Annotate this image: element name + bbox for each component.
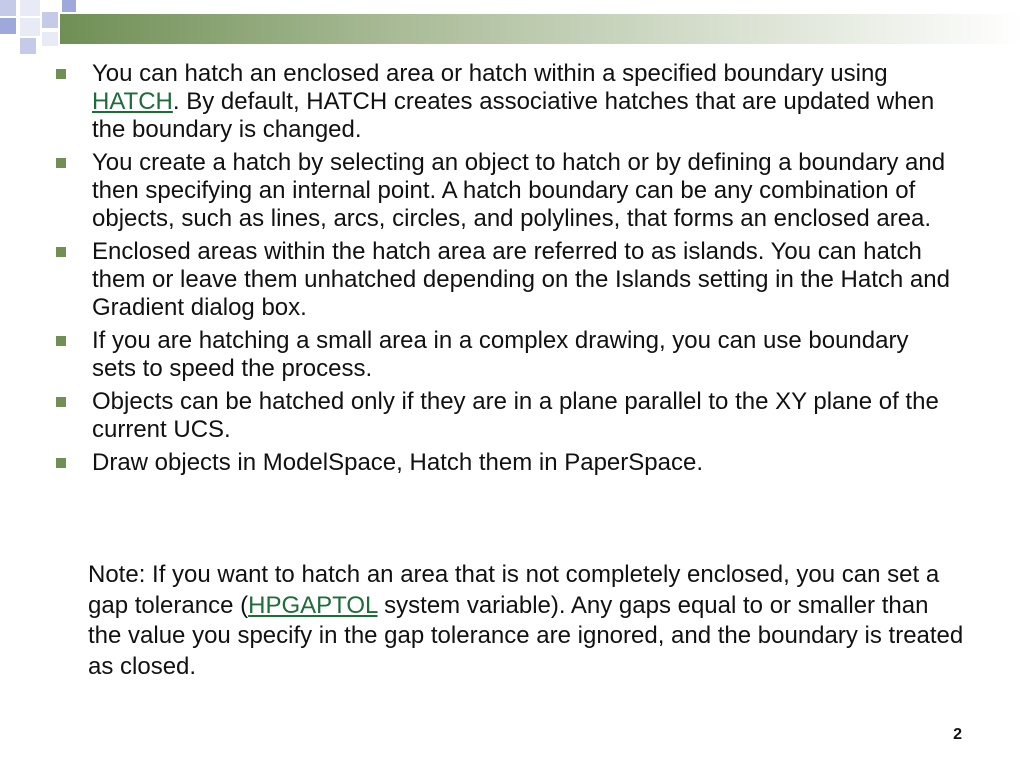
bullet-text: If you are hatching a small area in a complex drawing, you can use boundary sets to speed the process. [92,327,909,382]
decor-square [20,0,40,16]
square-bullet-icon [56,397,66,407]
square-bullet-icon [56,458,66,468]
hatch-link[interactable]: HATCH [92,88,173,115]
bullet-list [56,60,956,482]
bullet-item [56,238,956,322]
decor-square [62,0,76,12]
page-number: 2 [953,726,962,743]
square-bullet-icon [56,158,66,168]
note-paragraph [88,560,968,682]
bullet-item [56,149,956,233]
bullet-text: You create a hatch by selecting an object to hatch or by defining a boundary and then specifying an internal point. A hatch boundary can be any combination of objects, such as lines, arcs, circles, and polylines, that forms an enclosed area. [92,149,946,232]
decor-square [42,12,58,28]
header-gradient-bar [60,14,1024,44]
decor-square [0,18,16,34]
bullet-text: Enclosed areas within the hatch area are referred to as islands. You can hatch them or leave them unhatched depending on the Islands setting in the Hatch and Gradient dialog box. [92,238,950,321]
note-text-after: system variable). Any gaps equal to or smaller than the value you specify in the gap tolerance are ignored, and the boundary is treated as closed. [88,591,964,680]
square-bullet-icon [56,247,66,257]
bullet-text-before: You can hatch an enclosed area or hatch within a specified boundary using [92,60,888,87]
bullet-item [56,388,956,444]
bullet-text-after: . By default, HATCH creates associative hatches that are updated when the boundary is changed. [92,88,935,143]
note-text-before: Note: If you want to hatch an area that is not completely enclosed, you can set a gap tolerance ( [88,561,940,619]
bullet-text: Objects can be hatched only if they are in a plane parallel to the XY plane of the current UCS. [92,388,939,443]
bullet-text: Draw objects in ModelSpace, Hatch them in PaperSpace. [92,449,703,476]
decor-square [42,32,58,46]
decor-square [20,18,40,36]
bullet-item [56,327,956,383]
decor-square [20,38,36,54]
square-bullet-icon [56,69,66,79]
bullet-item [56,449,956,477]
decor-square [0,0,16,16]
hpgaptol-link[interactable]: HPGAPTOL [248,591,378,619]
bullet-item [56,60,956,144]
square-bullet-icon [56,336,66,346]
